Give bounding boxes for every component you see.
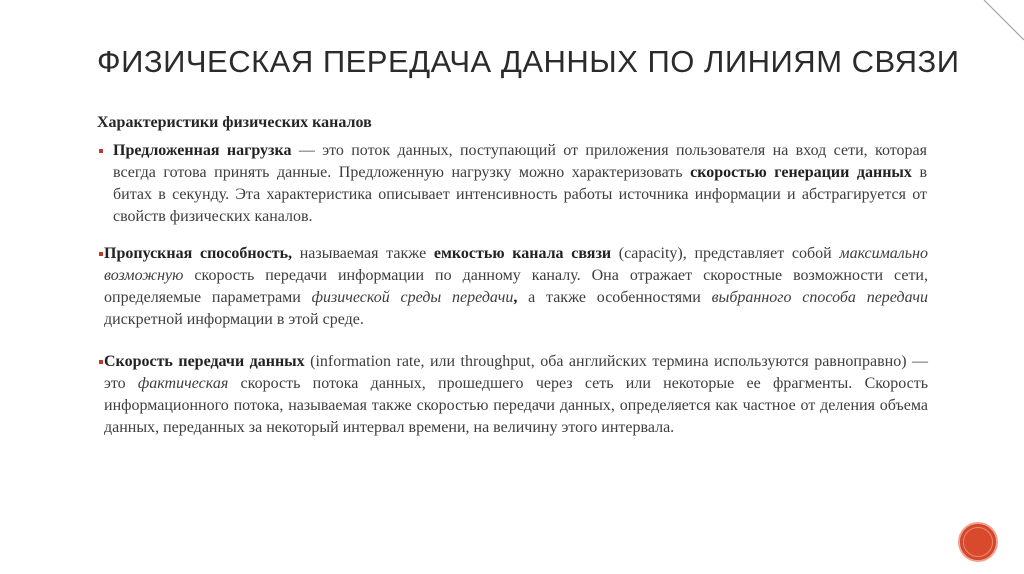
bullet-icon [99,149,103,153]
bullet-icon [99,360,103,364]
bullet-icon [99,252,103,256]
term-bandwidth: Пропускная способность, [104,245,293,262]
term-offered-load: Предложенная нагрузка [113,142,292,159]
term-information-rate: Скорость передачи данных [104,353,305,370]
page-number-badge [958,522,998,562]
section-subtitle: Характеристики физических каналов [97,114,372,131]
paragraph-offered-load: Предложенная нагрузка — это поток данных, поступающий от приложения пользователя на вход сети, которая всегда готова принять данные. Предложенную нагрузку можно характеризовать скоростью генерации данных в битах в секунду. Эта характеристика описывает интенсивность работы источника информации и абстрагируется от свойств физических каналов. [113,142,928,225]
paragraph-information-rate: Скорость передачи данных (information rate, или throughput, оба английских термина используются равноправно) — это фактическая скорость потока данных, прошедшего через сеть или некоторые ее фрагменты. Скорость информационного потока, называемая также скоростью передачи данных, определяется как частное от деления объема данных, переданных за некоторый интервал времени, на величину этого интервала. [104,353,929,436]
paragraph-bandwidth: Пропускная способность, называемая также емкостью канала связи (capacity), представляет собой максимально возможную скорость передачи информации по данному каналу. Она отражает скоростные возможности сети, определяемые параметрами физической среды передачи, а также особенностями выбранного способа передачи дискретной информации в этой среде. [104,245,929,328]
slide-title: ФИЗИЧЕСКАЯ ПЕРЕДАЧА ДАННЫХ ПО ЛИНИЯМ СВЯЗИ [97,44,960,79]
